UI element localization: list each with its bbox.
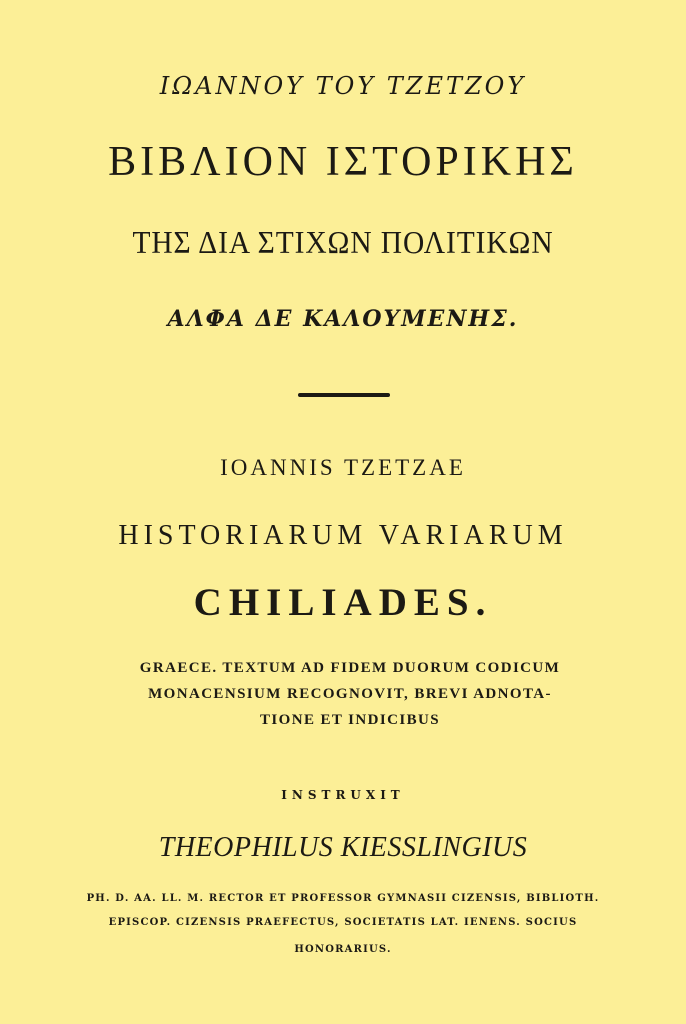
greek-book-title: ΒΙΒΛΙΟΝ ΙΣΤΟΡΙΚΗΣ	[108, 139, 578, 185]
editor-credit-line-1: PH. D. AA. LL. M. RECTOR ET PROFESSOR GYMNASII CIZENSIS, BIBLIOTH.	[86, 893, 600, 904]
description-line-2: MONACENSIUM RECOGNOVIT, BREVI ADNOTA-	[148, 686, 552, 702]
editor-credit-line-2: EPISCOP. CIZENSIS PRAEFECTUS, SOCIETATIS LAT. IENENS. SOCIUS	[108, 917, 578, 928]
greek-subtitle-secondary: ΑΛΦΑ ΔΕ ΚΑΛΟΥΜΕΝΗΣ.	[167, 306, 519, 332]
editor-credit-line-3: HONORARIUS.	[294, 944, 392, 955]
latin-book-title: HISTORIARUM VARIARUM	[118, 520, 568, 551]
instruxit-label: INSTRUXIT	[281, 788, 405, 802]
greek-subtitle: ΤΗΣ ΔΙΑ ΣΤΙΧΩΝ ΠΟΛΙΤΙΚΩΝ	[132, 224, 554, 260]
editor-name: THEOPHILUS KIESSLINGIUS	[158, 832, 528, 863]
description-line-1: GRAECE. TEXTUM AD FIDEM DUORUM CODICUM	[139, 660, 561, 676]
divider-rule	[298, 393, 390, 397]
greek-author-heading: ΙΩΑΝΝΟΥ ΤΟΥ ΤΖΕΤΖΟΥ	[159, 72, 527, 100]
latin-book-title-main: CHILIADES.	[193, 581, 493, 624]
latin-author-heading: IOANNIS TZETZAE	[220, 455, 466, 480]
description-line-3: TIONE ET INDICIBUS	[260, 712, 440, 728]
